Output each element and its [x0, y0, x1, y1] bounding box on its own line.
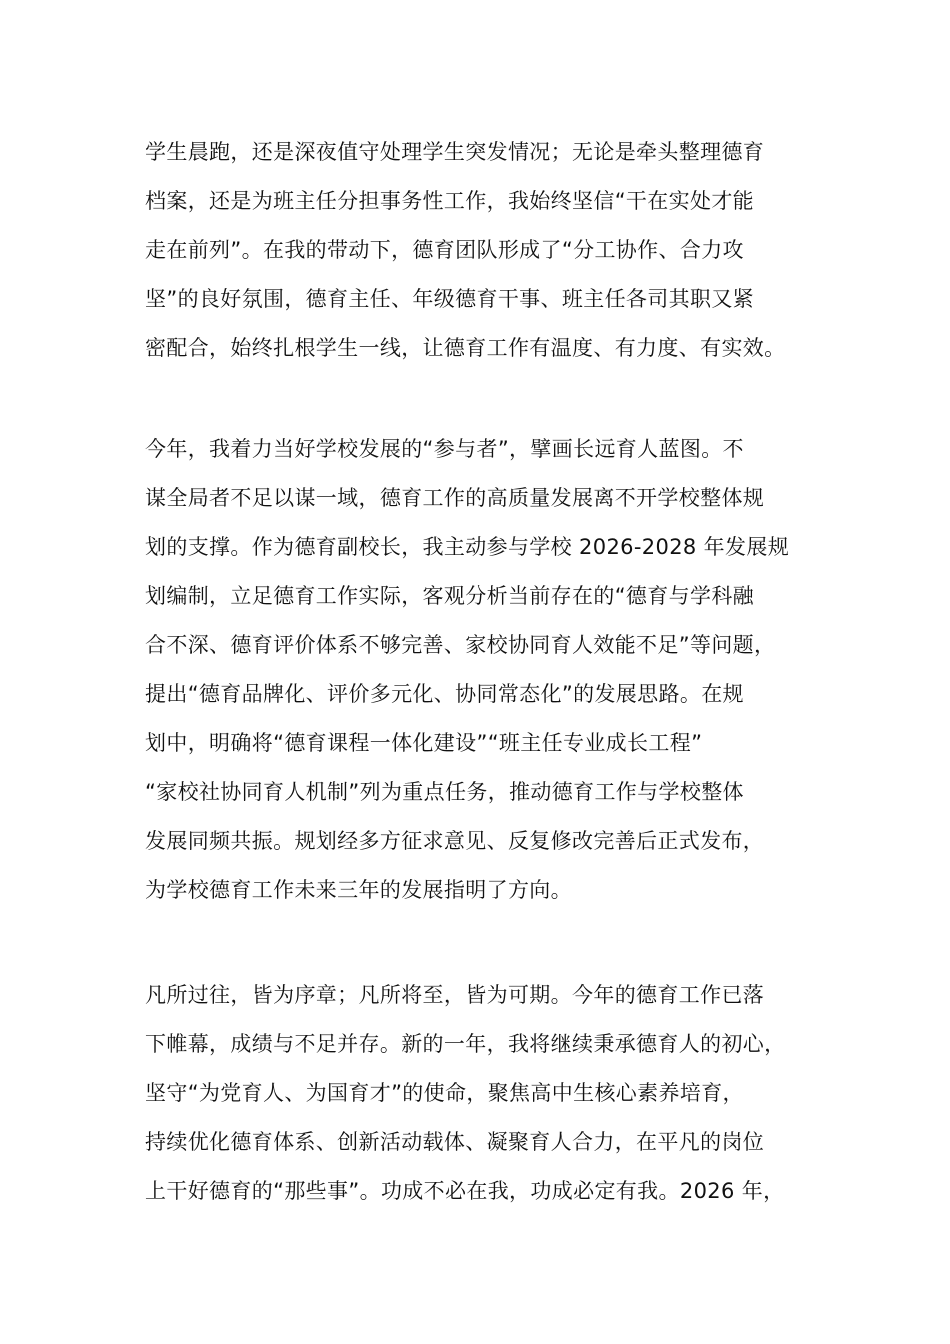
text-line: 为学校德育工作未来三年的发展指明了方向。 — [145, 878, 572, 902]
text-line: 谋全局者不足以谋一域，德育工作的高质量发展离不开学校整体规 — [145, 486, 765, 510]
text-line: 划编制，立足德育工作实际，客观分析当前存在的“德育与学科融 — [145, 584, 755, 608]
text-line: “家校社协同育人机制”列为重点任务，推动德育工作与学校整体 — [145, 780, 744, 804]
text-line: 划的支撑。作为德育副校长，我主动参与学校 2026-2028 年发展规 — [145, 535, 790, 559]
text-line: 密配合，始终扎根学生一线，让德育工作有温度、有力度、有实效。 — [145, 336, 786, 360]
text-line: 坚守“为党育人、为国育才”的使命，聚焦高中生核心素养培育， — [145, 1081, 744, 1105]
text-line: 划中，明确将“德育课程一体化建设”“班主任专业成长工程” — [145, 731, 703, 755]
text-line: 发展同频共振。规划经多方征求意见、反复修改完善后正式发布， — [145, 829, 765, 853]
text-line: 坚”的良好氛围，德育主任、年级德育干事、班主任各司其职又紧 — [145, 287, 755, 311]
text-line: 合不深、德育评价体系不够完善、家校协同育人效能不足”等问题， — [145, 633, 776, 657]
text-line: 下帷幕，成绩与不足并存。新的一年，我将继续秉承德育人的初心， — [145, 1032, 786, 1056]
text-line: 今年，我着力当好学校发展的“参与者”，擘画长远育人蓝图。不 — [145, 437, 744, 461]
text-line: 档案，还是为班主任分担事务性工作，我始终坚信“干在实处才能 — [145, 189, 755, 213]
text-line: 上干好德育的“那些事”。功成不必在我，功成必定有我。2026 年， — [145, 1179, 785, 1203]
text-line: 提出“德育品牌化、评价多元化、协同常态化”的发展思路。在规 — [145, 682, 744, 706]
paragraph-outlook — [145, 971, 825, 1216]
text-line: 走在前列”。在我的带动下，德育团队形成了“分工协作、合力攻 — [145, 238, 744, 262]
paragraph-school-planning — [145, 425, 825, 915]
text-line: 学生晨跑，还是深夜值守处理学生突发情况；无论是牵头整理德育 — [145, 140, 765, 164]
text-line: 持续优化德育体系、创新活动载体、凝聚育人合力，在平凡的岗位 — [145, 1130, 765, 1154]
paragraph-team-work — [145, 128, 825, 373]
text-line: 凡所过往，皆为序章；凡所将至，皆为可期。今年的德育工作已落 — [145, 983, 765, 1007]
